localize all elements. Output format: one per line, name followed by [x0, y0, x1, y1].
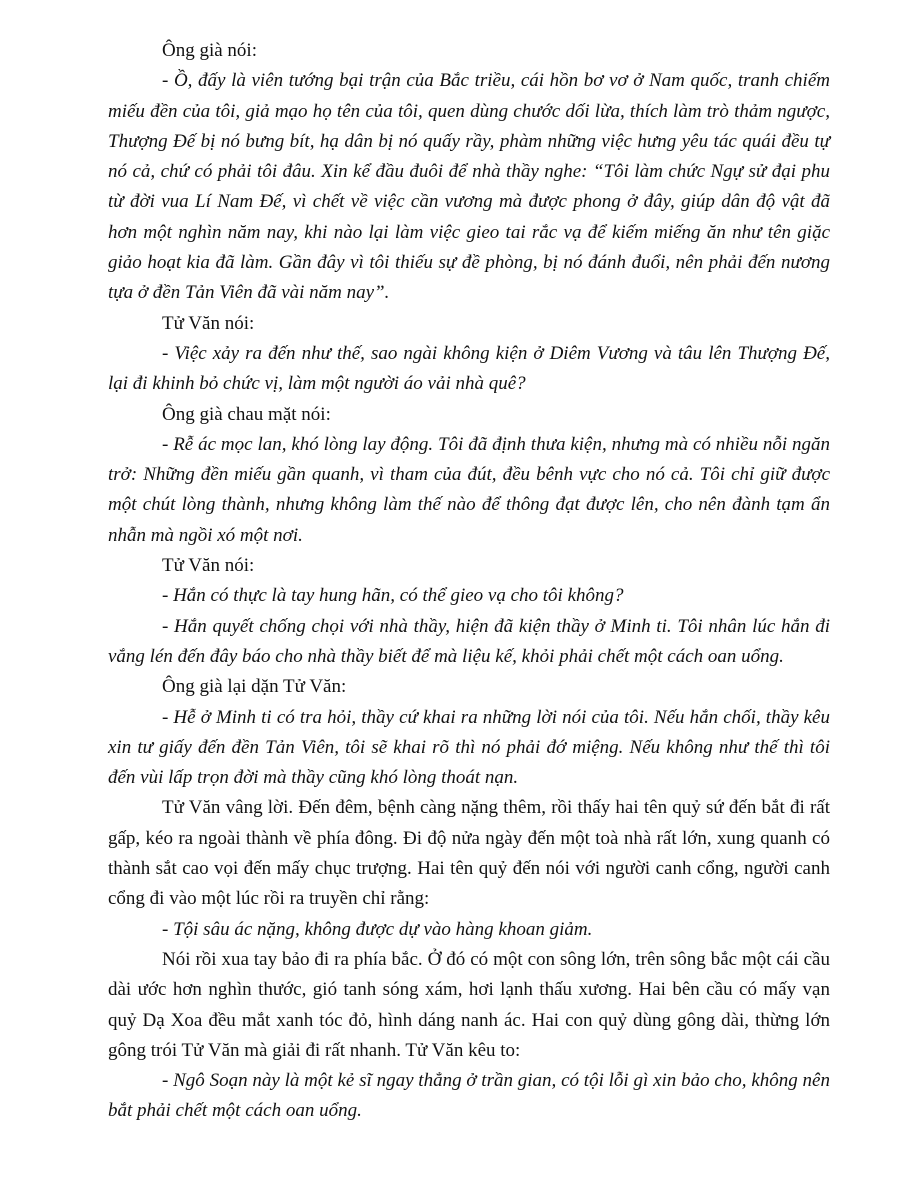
dialogue-paragraph: - Hắn có thực là tay hung hãn, có thể gieo vạ cho tôi không? — [162, 585, 624, 607]
narration-paragraph: Nói rồi xua tay bảo đi ra phía bắc. Ở đó có một con sông lớn, trên sông bắc một cái cầu dài ước hơn nghìn thước, gió tanh sóng xám, hơi lạnh thấu xương. Hai bên cầu có mấy vạn quỷ Dạ Xoa đều mắt xanh tóc đỏ, hình dáng nanh ác. Hai con quỷ dùng gông dài, thừng lớn gông trói Tử Văn mà giải đi rất nhanh. Tử Văn kêu to: — [108, 948, 830, 1061]
narration-paragraph: Tử Văn nói: — [162, 555, 255, 577]
narration-paragraph: Tử Văn nói: — [162, 312, 255, 334]
narration-paragraph: Tử Văn vâng lời. Đến đêm, bệnh càng nặng thêm, rồi thấy hai tên quỷ sứ đến bắt đi rất gấp, kéo ra ngoài thành về phía đông. Đi độ nửa ngày đến một toà nhà rất lớn, xung quanh có thành sắt cao vọi đến mấy chục trượng. Hai tên quỷ đến nói với người canh cổng, người canh cổng đi vào một lúc rồi ra truyền chỉ rằng: — [108, 797, 830, 910]
dialogue-paragraph: - Hễ ở Minh ti có tra hỏi, thầy cứ khai ra những lời nói của tôi. Nếu hắn chối, thầy kêu xin tư giấy đến đền Tản Viên, tôi sẽ khai rõ thì nó phải đớ miệng. Nếu không như thế thì tôi đến vùi lấp trọn đời mà thầy cũng khó lòng thoát nạn. — [108, 706, 830, 789]
dialogue-paragraph: - Rễ ác mọc lan, khó lòng lay động. Tôi đã định thưa kiện, nhưng mà có nhiều nỗi ngăn trở: Những đền miếu gần quanh, vì tham của đút, đều bênh vực cho nó cả. Tôi chỉ giữ được một chút lòng thành, nhưng không làm thế nào để thông đạt được lên, cho nên đành tạm ẩn nhẫn mà ngồi xó một nơi. — [108, 433, 830, 546]
dialogue-paragraph: - Ồ, đấy là viên tướng bại trận của Bắc triều, cái hồn bơ vơ ở Nam quốc, tranh chiếm miếu đền của tôi, giả mạo họ tên của tôi, quen dùng chước dối lừa, thích làm trò thảm ngược, Thượng Đế bị nó bưng bít, hạ dân bị nó quấy rầy, phàm những việc hưng yêu tác quái đều tự nó cả, chứ có phải tôi đâu. Xin kể đầu đuôi để nhà thầy nghe: “Tôi làm chức Ngự sử đại phu từ đời vua Lí Nam Đế, vì chết về việc cần vương mà được phong ở đây, giúp dân độ vật đã hơn một nghìn năm nay, khi nào lại làm việc gieo tai rắc vạ để kiếm miếng ăn như tên giặc giảo hoạt kia đã làm. Gần đây vì tôi thiếu sự đề phòng, bị nó đánh đuổi, nên phải đến nương tựa ở đền Tản Viên đã vài năm nay”. — [108, 70, 830, 304]
dialogue-paragraph: - Việc xảy ra đến như thế, sao ngài không kiện ở Diêm Vương và tâu lên Thượng Đế, lại đi khinh bỏ chức vị, làm một người áo vải nhà quê? — [108, 342, 830, 395]
narration-paragraph: Ông già chau mặt nói: — [162, 403, 331, 425]
narration-paragraph: Ông già lại dặn Tử Văn: — [162, 676, 347, 698]
dialogue-paragraph: - Ngô Soạn này là một kẻ sĩ ngay thẳng ở trần gian, có tội lỗi gì xin bảo cho, không nên bắt phải chết một cách oan uổng. — [108, 1070, 830, 1122]
narration-paragraph: Ông già nói: — [162, 40, 257, 61]
dialogue-paragraph: - Tội sâu ác nặng, không được dự vào hàng khoan giảm. — [162, 918, 593, 940]
dialogue-paragraph: - Hắn quyết chống chọi với nhà thầy, hiện đã kiện thầy ở Minh ti. Tôi nhân lúc hắn đi vắng lén đến đây báo cho nhà thầy biết để mà liệu kế, khỏi phải chết một cách oan uổng. — [108, 615, 830, 667]
